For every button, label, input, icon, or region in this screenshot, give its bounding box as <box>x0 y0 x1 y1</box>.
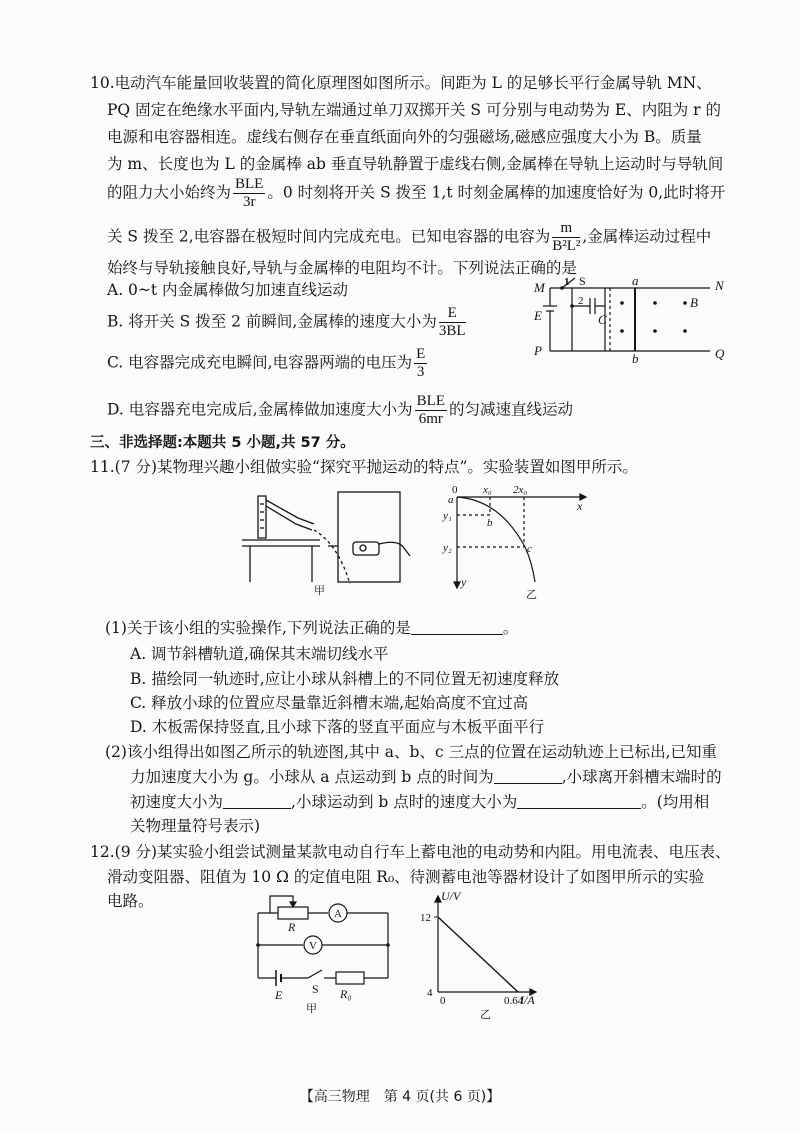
answer-blank-3[interactable] <box>223 792 291 809</box>
point-a: a <box>448 494 454 506</box>
section-heading: 三、非选择题:本题共 5 小题,共 57 分。 <box>90 435 355 451</box>
q11-trajectory-graph <box>440 482 590 600</box>
axis-x-label: x <box>577 499 583 513</box>
label-2: 2 <box>578 295 584 307</box>
label-a: a <box>632 276 639 288</box>
q12-line2: 滑动变阻器、阻值为 10 Ω 的定值电阻 R₀、待测蓄电池等器材设计了如图甲所示的实验 <box>107 868 705 886</box>
axis-y-label: y <box>461 575 467 589</box>
caption-jia: 甲 <box>314 585 325 596</box>
q10-line3: 电源和电容器相连。虚线右侧存在垂直纸面向外的匀强磁场,磁感应强度大小为 B。质量 <box>107 128 702 146</box>
q10-option-b: B. 将开关 S 拨至 2 前瞬间,金属棒的速度大小为 $\frac{E}{3BL}$ <box>107 305 466 339</box>
q11-apparatus-figure <box>238 484 418 596</box>
capacitance-fraction: $\frac{m}{\text{B²L²}}$ <box>552 220 581 254</box>
q12-line1: 12.(9 分)某实验小组尝试测量某款电动自行车上蓄电池的电动势和内阻。用电流表、电压表、 <box>90 843 731 861</box>
label-m: M <box>534 280 545 295</box>
caption-yi-12: 乙 <box>480 1009 491 1020</box>
q10-line7: 始终与导轨接触良好,导轨与金属棒的电阻均不计。下列说法正确的是 <box>107 259 577 277</box>
chart-series-line <box>438 917 518 992</box>
chart-ytick-12: 12 <box>420 912 431 924</box>
resistor-r0-label: R₀ <box>340 987 352 1001</box>
q11-part1: (1)关于该小组的实验操作,下列说法正确的是 。 <box>105 619 519 637</box>
q10-line2: PQ 固定在绝缘水平面内,导轨左端通过单刀双掷开关 S 可分别与电动势为 E、内阻为 r 的 <box>107 101 721 119</box>
point-b: b <box>487 517 493 529</box>
q11-option-b: B. 描绘同一轨迹时,应让小球从斜槽上的不同位置无初速度释放 <box>130 670 560 688</box>
label-q: Q <box>715 346 725 361</box>
q10-line1: 10.电动汽车能量回收装置的简化原理图如图所示。间距为 L 的足够长平行金属导轨 MN、 <box>90 74 712 92</box>
q10-line5: 的阻力大小始终为 $\frac{\text{BLE}}{3r}$ 。0 时刻将开关 S 拨至 1,t 时刻金属棒的加速度恰好为 0,此时将开 <box>107 176 726 210</box>
rheostat-label: R <box>288 920 296 934</box>
label-e: E <box>534 308 542 323</box>
chart-xtick-064: 0.64 <box>504 995 524 1007</box>
point-c: c <box>527 543 532 555</box>
q12-circuit-figure <box>248 888 398 1016</box>
label-s: S <box>579 276 586 288</box>
chart-xtick-0: 0 <box>440 995 446 1007</box>
label-bfield: B <box>690 295 698 310</box>
q11-option-d: D. 木板需保持竖直,且小球下落的竖直平面应与木板平面平行 <box>130 718 545 736</box>
q11-option-c: C. 释放小球的位置应尽量靠近斜槽末端,起始高度不宜过高 <box>130 694 529 712</box>
ammeter-icon: A <box>334 908 342 920</box>
q10-option-d: D. 电容器充电完成后,金属棒做加速度大小为 $\frac{\text{BLE}}{6mr}$ 的匀减速直线运动 <box>107 393 574 427</box>
label-p: P <box>534 343 542 358</box>
tick-y1: y₁ <box>443 510 452 522</box>
q12-line3: 电路。 <box>107 892 154 910</box>
q10-line6: 关 S 拨至 2,电容器在极短时间内完成充电。已知电容器的电容为 $\frac{m}{\text{B²L²}}$ ,金属棒运动过程中 <box>107 220 712 254</box>
answer-blank-1[interactable] <box>411 618 503 635</box>
q11-line1: 11.(7 分)某物理兴趣小组做实验“探究平抛运动的特点”。实验装置如图甲所示。 <box>90 458 638 476</box>
q10-option-c: C. 电容器完成充电瞬间,电容器两端的电压为 $\frac{E}{3}$ <box>107 346 426 380</box>
q11-part2-line4: 关物理量符号表示) <box>130 817 261 835</box>
tick-y2: y₂ <box>443 542 452 554</box>
page-footer: 【高三物理 第 4 页(共 6 页)】 <box>299 1089 501 1105</box>
label-b: b <box>632 351 639 364</box>
answer-blank-2[interactable] <box>494 767 562 784</box>
q10-circuit-figure <box>530 276 730 364</box>
graph-origin: 0 <box>452 484 458 496</box>
tick-x0: x₀ <box>483 484 492 496</box>
label-n: N <box>715 278 724 293</box>
q11-option-a: A. 调节斜槽轨道,确保其末端切线水平 <box>130 645 389 663</box>
label-c: C <box>598 312 607 327</box>
caption-yi: 乙 <box>526 589 537 600</box>
q11-part2-line1: (2)该小组得出如图乙所示的轨迹图,其中 a、b、c 三点的位置在运动轨迹上已标出,已知重 <box>105 743 718 761</box>
q10-option-a: A. 0~t 内金属棒做匀加速直线运动 <box>107 281 349 299</box>
resistance-fraction: $\frac{\text{BLE}}{3r}$ <box>235 176 264 210</box>
tick-2x0: 2x₀ <box>513 484 528 496</box>
q10-line4: 为 m、长度也为 L 的金属棒 ab 垂直导轨静置于虚线右侧,金属棒在导轨上运动时与导轨间 <box>107 155 724 173</box>
label-1: 1 <box>564 276 570 288</box>
switch-label: S <box>312 982 319 996</box>
caption-jia-12: 甲 <box>306 1003 317 1015</box>
chart-xlabel: I/A <box>520 993 535 1007</box>
voltmeter-icon: V <box>309 940 317 952</box>
q11-part2-line2: 力加速度大小为 g。小球从 a 点运动到 b 点的时间为 ,小球离开斜槽末端时的 <box>130 768 722 786</box>
answer-blank-4[interactable] <box>517 792 641 809</box>
q12-ui-chart <box>418 892 558 1020</box>
chart-ylabel: U/V <box>441 892 461 903</box>
battery-label: E <box>275 988 283 1002</box>
q11-part2-line3: 初速度大小为 ,小球运动到 b 点时的速度大小为 。(均用相 <box>130 793 710 811</box>
chart-ytick-4: 4 <box>427 987 433 999</box>
